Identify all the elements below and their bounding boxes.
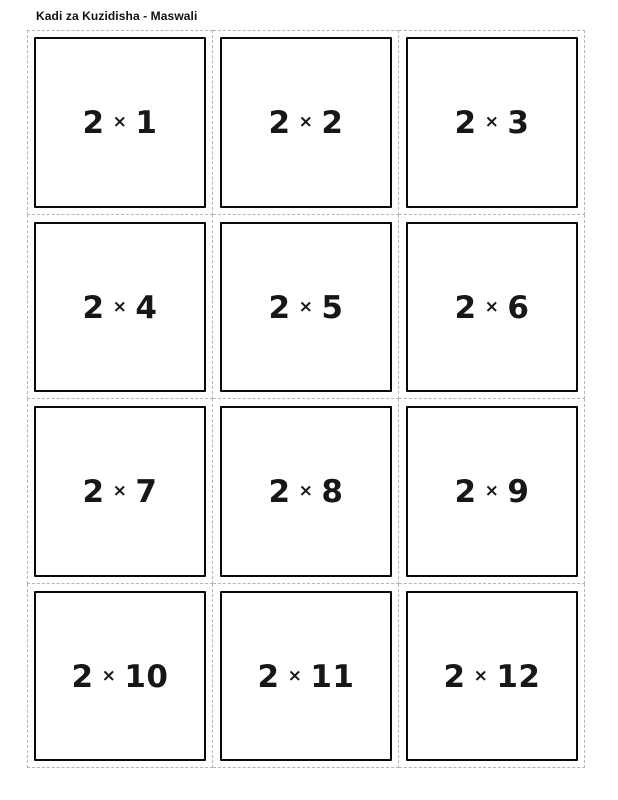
right-operand: 2 <box>321 105 344 141</box>
card-cutline <box>27 399 213 584</box>
multiply-operator: × <box>298 481 314 501</box>
left-operand: 2 <box>268 474 291 510</box>
right-operand: 3 <box>507 105 530 141</box>
multiplication-expression <box>455 288 530 326</box>
multiply-operator: × <box>112 112 128 132</box>
multiply-operator: × <box>484 296 500 317</box>
multiplication-expression <box>269 104 344 142</box>
flashcard <box>34 222 206 393</box>
flashcard <box>34 591 206 762</box>
right-operand: 5 <box>321 289 344 326</box>
multiply-operator: × <box>112 296 128 317</box>
multiplication-expression <box>455 473 530 511</box>
right-operand: 9 <box>507 474 530 510</box>
flashcard <box>34 406 206 577</box>
right-operand: 11 <box>310 658 355 695</box>
left-operand: 2 <box>82 105 105 141</box>
multiply-operator: × <box>484 112 500 132</box>
multiplication-expression <box>258 657 355 695</box>
right-operand: 7 <box>135 474 158 510</box>
left-operand: 2 <box>454 105 477 141</box>
card-grid <box>27 30 585 768</box>
multiplication-expression <box>455 104 530 142</box>
multiplication-expression <box>72 657 169 695</box>
card-cutline <box>213 399 399 584</box>
multiply-operator: × <box>298 112 314 132</box>
page-title: Kadi za Kuzidisha - Maswali <box>36 9 198 23</box>
right-operand: 8 <box>321 474 344 510</box>
card-cutline <box>399 584 585 769</box>
left-operand: 2 <box>82 289 105 326</box>
card-cutline <box>27 215 213 400</box>
flashcard <box>406 37 578 208</box>
left-operand: 2 <box>268 289 291 326</box>
card-cutline <box>27 584 213 769</box>
multiply-operator: × <box>112 481 128 501</box>
flashcard <box>406 406 578 577</box>
multiplication-expression <box>83 473 158 511</box>
multiply-operator: × <box>101 665 117 686</box>
left-operand: 2 <box>454 289 477 326</box>
left-operand: 2 <box>82 474 105 510</box>
multiplication-expression <box>269 473 344 511</box>
flashcard <box>220 406 392 577</box>
card-cutline <box>213 30 399 215</box>
flashcard <box>220 591 392 762</box>
flashcard <box>406 222 578 393</box>
card-cutline <box>213 584 399 769</box>
flashcard <box>406 591 578 762</box>
flashcard <box>220 222 392 393</box>
right-operand: 6 <box>507 289 530 326</box>
multiply-operator: × <box>287 665 303 686</box>
left-operand: 2 <box>268 105 291 141</box>
right-operand: 12 <box>496 658 541 695</box>
multiply-operator: × <box>484 481 500 501</box>
multiplication-expression <box>269 288 344 326</box>
left-operand: 2 <box>454 474 477 510</box>
card-cutline <box>27 30 213 215</box>
left-operand: 2 <box>257 658 280 695</box>
card-cutline <box>213 215 399 400</box>
multiply-operator: × <box>473 665 489 686</box>
left-operand: 2 <box>443 658 466 695</box>
card-cutline <box>399 215 585 400</box>
right-operand: 4 <box>135 289 158 326</box>
right-operand: 10 <box>124 658 169 695</box>
flashcard <box>220 37 392 208</box>
flashcard <box>34 37 206 208</box>
multiplication-expression <box>83 288 158 326</box>
multiply-operator: × <box>298 296 314 317</box>
left-operand: 2 <box>71 658 94 695</box>
card-cutline <box>399 399 585 584</box>
multiplication-expression <box>444 657 541 695</box>
multiplication-expression <box>83 104 158 142</box>
right-operand: 1 <box>135 105 158 141</box>
card-cutline <box>399 30 585 215</box>
